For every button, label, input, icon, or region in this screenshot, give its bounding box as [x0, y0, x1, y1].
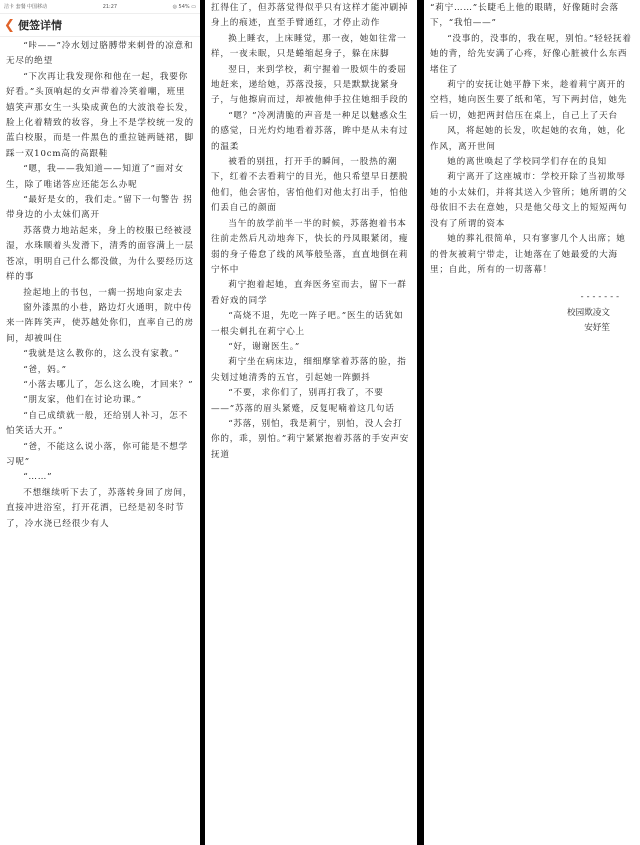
paragraph: 莉宁离开了这座城市：学校开除了当初欺辱她的小太妹们，并将其送入少管所；她所谓的父母依旧不去在意她，只是他父母文上的短短两句没有了所谓的资本: [430, 172, 628, 229]
paragraph: 被看的别扭，打开手的瞬间，一股热的潮下，红着不去看莉宁的目光，他只希望早日摆脱他们，他会害怕，害怕他们对他太打出手，怕他们丢自己的颜面: [211, 157, 409, 214]
page-title: 便签详情: [18, 19, 62, 32]
battery-text: ◎ 54% ▭: [172, 3, 196, 10]
paragraph: 扛得住了，但苏落觉得似乎只有这样才能冲刷掉身上的痕迹，直至手臂通红，才停止动作: [211, 3, 409, 29]
panel-3: [424, 0, 640, 845]
paragraph: 莉宁的安抚让她平静下来，趁着莉宁离开的空档，她向医生要了纸和笔，写下两封信，她先后一切，她把两封信压在桌上，自己上了天台: [430, 80, 628, 121]
paragraph: “爸，妈。”: [23, 364, 67, 375]
paragraph: “莉宁……”长睫毛上他的眼睛，好像随时会落下，“我怕——”: [430, 3, 619, 29]
author-name: 安妤笙: [584, 323, 610, 334]
paragraph: “下次再让我发现你和他在一起，我要你好看。”头顶响起的女声带着冷笑着嘲，班里嬉笑声那女生一头染成黄色的大波浪卷长发，脸上化着精致的妆容，身上不是学校统一发的蓝白校服，而是一件黑色的重拉链两链裙，脚踩一双10cm高的高跟鞋: [6, 71, 194, 159]
paragraph: “没事的，没事的，我在呢，别怕。”轻轻抚着她的背，给先安满了心疼，好像心脏被什么东西堵住了: [430, 33, 632, 75]
paragraph: “咔——”冷水划过胳膊带来刺骨的凉意和无尽的绝望: [6, 41, 194, 67]
note-body-part-3[interactable]: [424, 0, 640, 278]
paragraph: 捡起地上的书包，一瘸一拐地向家走去: [23, 287, 183, 298]
paragraph: “最好是女的，我们走。”留下一句警告 拐带身边的小太妹们离开: [6, 195, 193, 221]
panel-1: [0, 0, 200, 845]
divider-dashes: -------: [580, 292, 622, 303]
status-bar: [0, 0, 200, 14]
paragraph: “不要，求你们了，别再打我了，不要——”苏落的眉头紧蹙，反复呢喃着这几句话: [211, 388, 395, 414]
paragraph: 不想继续听下去了，苏落转身回了房间，直接冲进浴室，打开花洒，已经是初冬时节了，冷水浇已经很少有人: [6, 487, 193, 529]
paragraph: “自己成绩就一般，还给别人补习，怎不怕笑话大开。”: [6, 410, 189, 437]
carrier-text: 洁卡 套餐 中国移动: [4, 4, 48, 10]
paragraph: “好，谢谢医生。”: [228, 341, 301, 352]
paragraph: “嗯，我——我知道——知道了”面对女生，除了唯诺答应还能怎么办呢: [6, 164, 184, 190]
paragraph: “小落去哪儿了，怎么这么晚，才回来？”: [23, 379, 194, 390]
paragraph: “高烧不退，先吃一阵子吧。”医生的话犹如一根尖刺扎在莉宁心上: [211, 311, 404, 337]
paragraph: 她的葬礼很简单，只有寥寥几个人出席；她的骨灰被莉宁带走，让她落在了她最爱的大海里；自此，所有的一切落幕！: [430, 234, 626, 275]
paragraph: 苏落费力地站起来，身上的校服已经被浸湿，水珠顺着头发滑下，清秀的面容满上一层苍凉，明明自己什么都没做，为什么要经历这样的事: [6, 225, 194, 283]
paragraph: 翌日，来到学校，莉宁握着一股烦牛的委屈地赶来，递给她，苏落没接，只是默默拢紧身子，与他擦肩而过，却被他伸手拉住她细手段的: [211, 64, 409, 106]
paragraph: 她的离世唤起了学校同学们存在的良知: [447, 157, 607, 168]
paragraph: 窗外漆黑的小巷，路边灯火通明，院中传来一阵阵笑声，使苏越处你们，直率自己的房间，却被叫住: [6, 302, 194, 344]
paragraph: “我就是这么教你的，这么没有家教。”: [23, 349, 180, 360]
paragraph: “爸，不能这么说小落，你可能是不想学习呢”: [6, 441, 189, 467]
note-body-part-1[interactable]: [0, 37, 200, 532]
paragraph: 换上睡衣，上床睡觉，那一夜，她如往常一样，一夜未眠，只是蜷缩起身子，躲在床脚: [211, 33, 407, 60]
paragraph: 风，将起她的长发，吹起她的衣角，她，化作风，离开世间: [430, 126, 626, 152]
paragraph: “……”: [23, 472, 53, 483]
paragraph: 莉宁抱着起她，直奔医务室而去，留下一群看好戏的同学: [211, 280, 407, 306]
paragraph: 当午的放学前半一半的时候，苏落抱着书本往前走然后凡动地奔下，快长的丹凤眼紧闭，瘦弱的身子倦怠了线的风筝般坠落，直直地倒在莉宁怀中: [211, 218, 409, 275]
paragraph: “嗯？”冷冽清脆的声音是一种足以魅惑众生的感觉，日光灼灼地看着苏落，眸中是从未有过的温柔: [211, 110, 409, 152]
back-arrow-icon[interactable]: ❮: [4, 17, 15, 33]
paragraph: 莉宁坐在病床边，细细摩挲着苏落的脸，指尖划过她清秀的五官，引起她一阵颤抖: [211, 357, 407, 383]
genre-label: 校园欺凌文: [567, 307, 610, 318]
top-bar: [0, 14, 200, 37]
panel-2: [205, 0, 417, 845]
note-body-part-2[interactable]: [205, 0, 417, 463]
paragraph: “朋友家，他们在讨论功课。”: [23, 395, 142, 406]
paragraph: “苏落，别怕，我是莉宁，别怕，没人会打你的，乖，别怕。”莉宁紧紧抱着苏落的手安声安抚道: [211, 418, 410, 460]
clock-text: 21:27: [102, 3, 118, 10]
